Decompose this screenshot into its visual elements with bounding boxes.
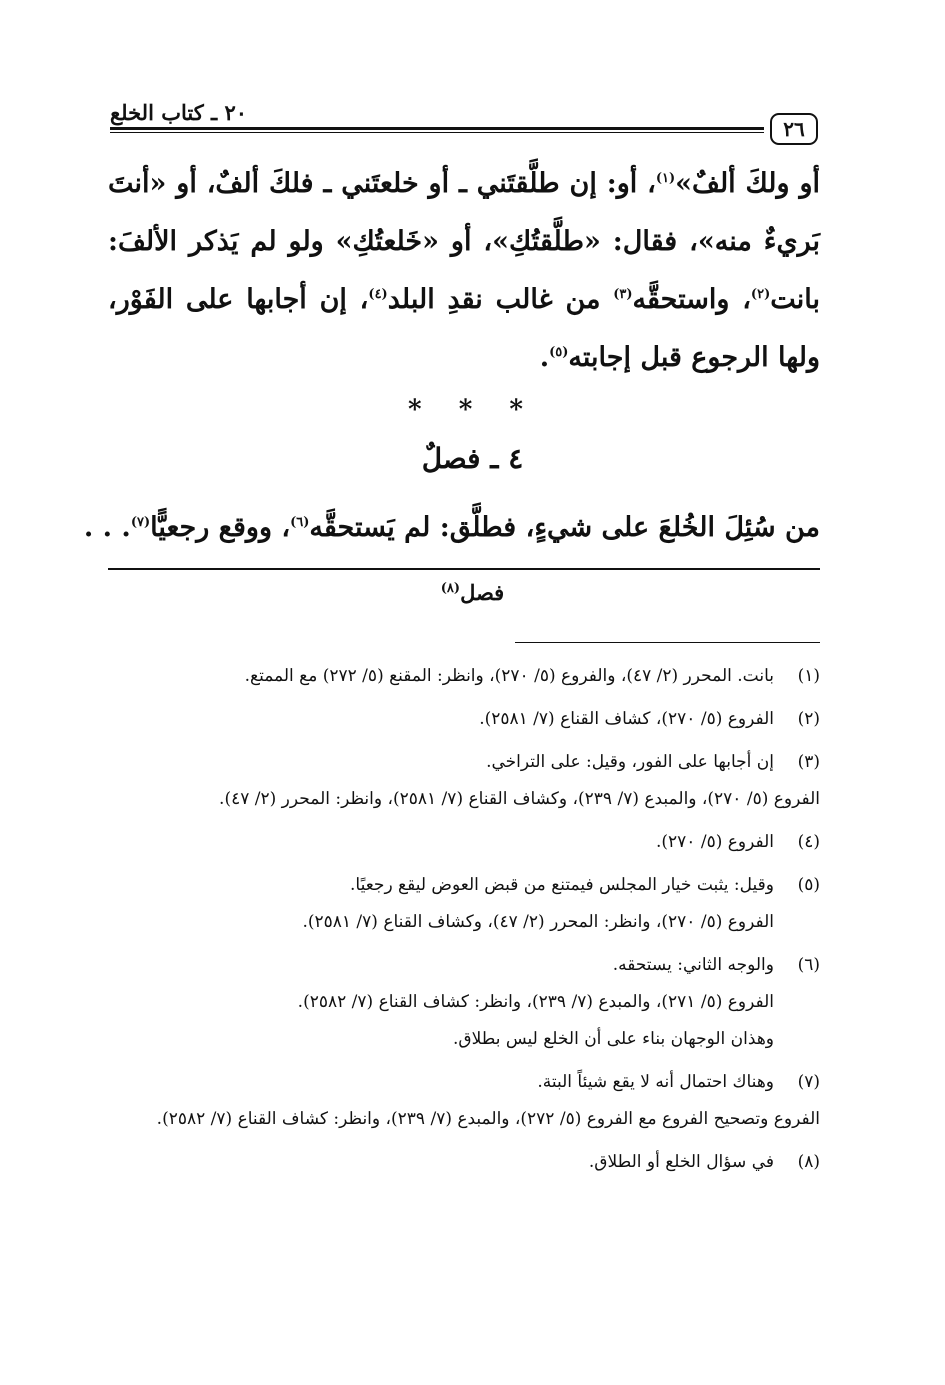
footnote-body [108, 947, 774, 1058]
footnote-number: (٣) [797, 752, 820, 772]
text-run: ، أو: إن طلَّقتَني ـ أو خلعتَني ـ فلكَ ألفٌ، أو «أنتَ بَريءٌ منه»، فقال: «طلَّقتُكِ»، أو «خَلعتُكِ» ولو لم يَذكر الألفَ: بانت [108, 168, 820, 315]
footnote-ref: (٥) [549, 345, 569, 360]
footnote-line: الفروع (٥/ ٢٧٠). [655, 832, 774, 852]
section-heading [83, 512, 820, 543]
footnote [108, 824, 820, 861]
footnote-ref: (٦) [290, 515, 310, 530]
footnote-continuation [108, 781, 820, 818]
footnote-ref: (٤) [368, 287, 388, 302]
footnote-rule [515, 642, 820, 643]
page-header [110, 100, 818, 150]
footnote-number: (٢) [797, 709, 820, 729]
footnote [108, 1064, 820, 1101]
running-title: ٢٠ ـ كتاب الخلع [110, 100, 248, 125]
heading-rule [108, 568, 820, 570]
footnote-ref: (٨) [440, 581, 461, 596]
footnote-ref: (٧) [130, 515, 151, 530]
footnote [108, 1144, 820, 1181]
footnote-body [108, 1144, 774, 1181]
footnote-number: (٨) [797, 1152, 820, 1172]
footnote-body [108, 1064, 774, 1101]
header-rule [110, 127, 764, 133]
footnote-body [108, 744, 774, 781]
text-run: ، واستحقَّه [632, 284, 751, 315]
footnote-body [108, 701, 774, 738]
heading-text: من سُئِلَ الخُلعَ على شيءٍ، فطلَّق: لم يَستحقَّه [309, 512, 820, 543]
subsection-label [0, 580, 945, 605]
footnote [108, 867, 820, 941]
footnote-line: والوجه الثاني: يستحقه. [612, 955, 774, 975]
footnote-line: الفروع (٥/ ٢٧٠)، كشاف القناع (٧/ ٢٥٨١). [479, 709, 774, 729]
footnote-ref: (١) [655, 171, 676, 186]
footnote-number: (٦) [797, 955, 820, 975]
footnote-number: (٧) [797, 1072, 820, 1092]
footnote [108, 658, 820, 695]
footnote-line: وقيل: يثبت خيار المجلس فيمتنع من قبض العوض ليقع رجعيًا. [350, 875, 774, 895]
footnote [108, 701, 820, 738]
footnote-line: الفروع وتصحيح الفروع مع الفروع (٥/ ٢٧٢)، والمبدع (٧/ ٢٣٩)، وانظر: كشاف القناع (٧/ ٢٥٨٢). [156, 1109, 820, 1129]
main-paragraph [108, 155, 820, 387]
footnote-line: الفروع (٥/ ٢٧١)، والمبدع (٧/ ٢٣٩)، وانظر: كشاف القناع (٧/ ٢٥٨٢). [297, 992, 774, 1012]
text-run: . [539, 342, 550, 373]
text-run: من غالب نقدِ البلد [387, 284, 614, 315]
heading-text: . . . [83, 512, 131, 543]
footnote-number: (٤) [797, 832, 820, 852]
text-run: ، إن أجابها على الفَوْر، ولها الرجوع قبل إجابته [108, 284, 820, 373]
footnote-line: في سؤال الخلع أو الطلاق. [588, 1152, 774, 1172]
footnote-continuation [108, 1101, 820, 1138]
heading-text: ، ووقع رجعيًّا [150, 512, 291, 543]
footnote-line: إن أجابها على الفور، وقيل: على التراخي. [486, 752, 774, 772]
footnote-ref: (٣) [613, 287, 633, 302]
text-run: أو ولكَ ألفٌ» [675, 168, 820, 199]
footnotes [108, 658, 820, 1181]
footnote-body [108, 658, 774, 695]
footnote-line: وهذان الوجهان بناء على أن الخلع ليس بطلاق. [453, 1029, 774, 1049]
section-separator: * * * [408, 395, 537, 425]
footnote-ref: (٢) [750, 287, 771, 302]
page-number: ٢٦ [770, 113, 818, 145]
footnote-body [108, 824, 774, 861]
footnote-body [108, 867, 774, 941]
footnote-number: (١) [797, 666, 820, 686]
footnote-line: وهناك احتمال أنه لا يقع شيئاً البتة. [537, 1072, 774, 1092]
footnote-line: بانت. المحرر (٢/ ٤٧)، والفروع (٥/ ٢٧٠)، وانظر: المقنع (٥/ ٢٧٢) مع الممتع. [244, 666, 774, 686]
footnote-line: الفروع (٥/ ٢٧٠)، والمبدع (٧/ ٢٣٩)، وكشاف القناع (٧/ ٢٥٨١)، وانظر: المحرر (٢/ ٤٧). [219, 789, 820, 809]
subsection-text: فصل [460, 580, 505, 605]
footnote [108, 947, 820, 1058]
footnote-number: (٥) [797, 875, 820, 895]
footnote-line: الفروع (٥/ ٢٧٠)، وانظر: المحرر (٢/ ٤٧)، وكشاف القناع (٧/ ٢٥٨١). [302, 912, 774, 932]
footnote [108, 744, 820, 781]
section-title: ٤ ـ فصلٌ [421, 442, 524, 475]
